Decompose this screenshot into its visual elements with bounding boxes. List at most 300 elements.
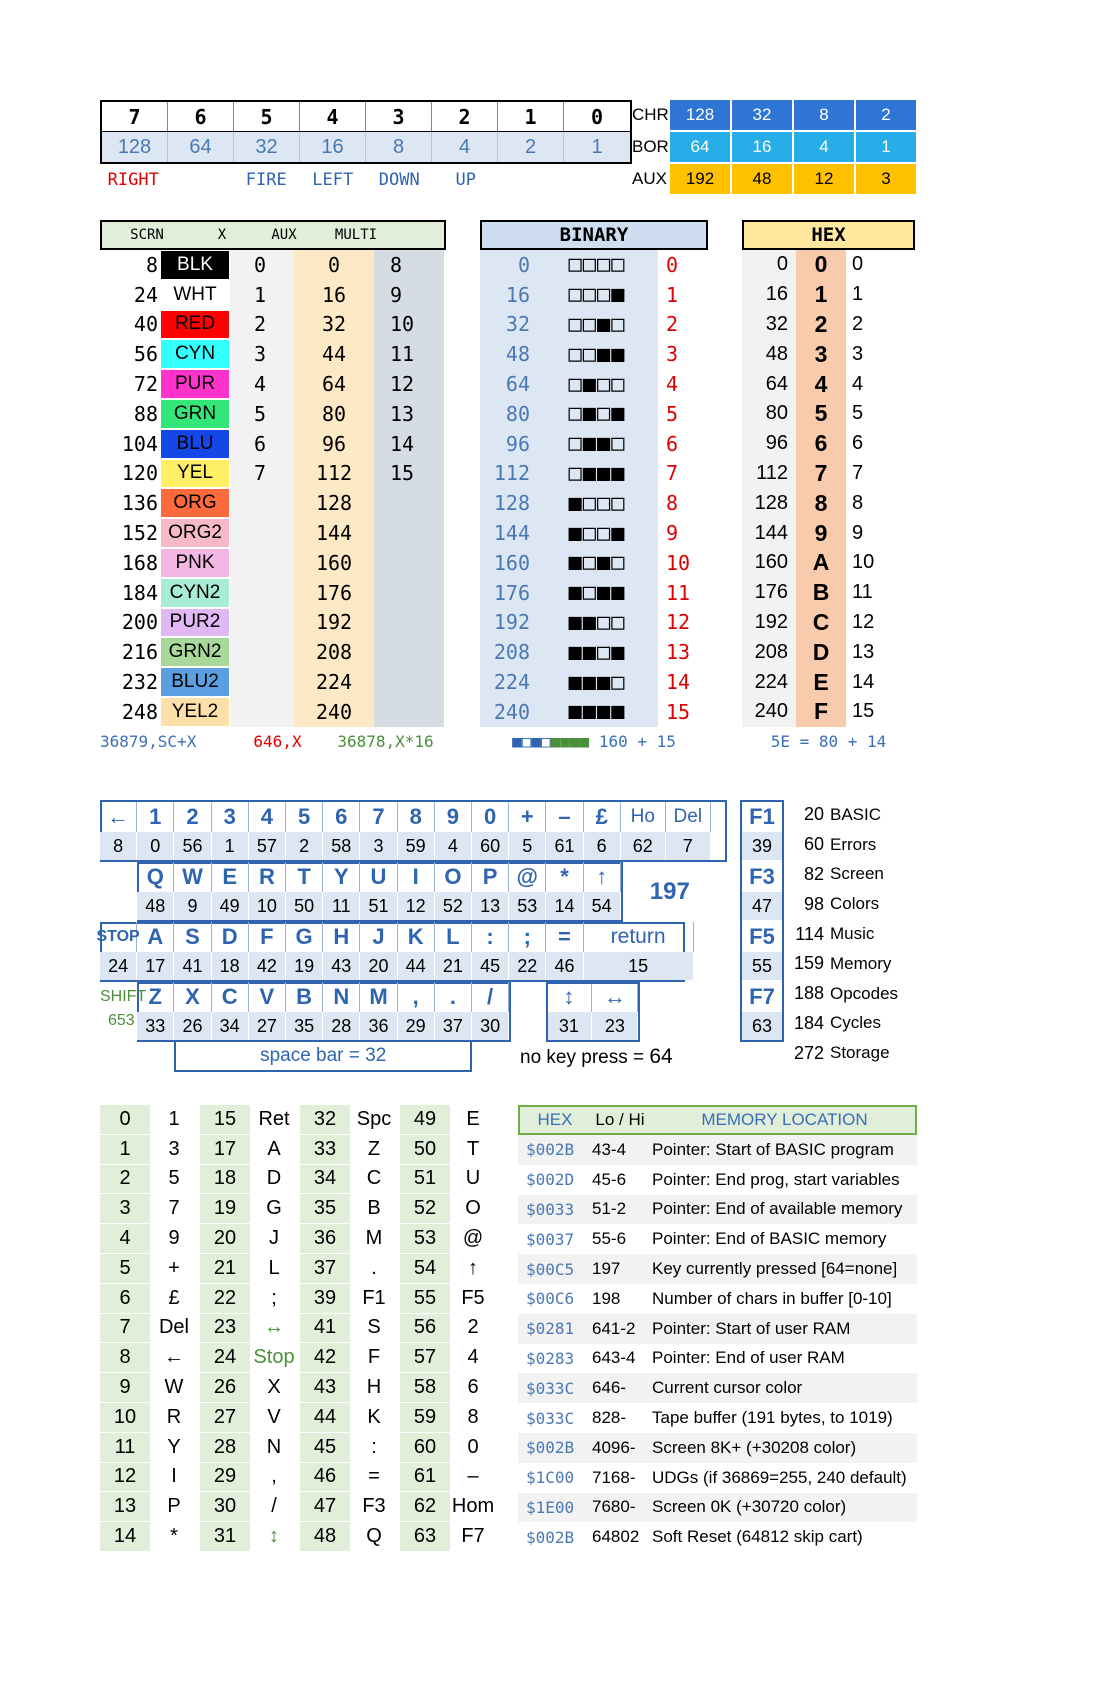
binary-bits: □■□□ — [536, 369, 658, 399]
aux-value: 144 — [294, 518, 374, 548]
binary-nibble: 0 — [666, 252, 679, 277]
binary-bits: □□■□ — [536, 310, 658, 340]
key-label: ↔ — [592, 982, 638, 1012]
aux-value: 208 — [294, 637, 374, 667]
code-cell: Spc — [350, 1105, 400, 1135]
code-cell: 2 — [450, 1314, 498, 1344]
binary-row — [480, 488, 708, 518]
key-code: 54 — [584, 892, 621, 920]
header-multi: MULTI — [334, 227, 378, 243]
bit-value: 4 — [432, 132, 498, 162]
code-cell: 36 — [300, 1224, 350, 1254]
code-cell: F7 — [450, 1522, 498, 1552]
code-row — [100, 1343, 498, 1373]
code-cell: Ret — [250, 1105, 300, 1135]
key-label: J — [360, 922, 397, 952]
code-cell: A — [250, 1135, 300, 1165]
code-cell: 4 — [100, 1224, 150, 1254]
hex-digit: E — [796, 667, 846, 697]
multi-value: 10 — [374, 310, 444, 340]
code-cell: 7 — [150, 1194, 200, 1224]
memory-lohi: 43-4 — [592, 1139, 627, 1159]
fkey-label: F5 — [749, 924, 775, 949]
color-row — [100, 339, 446, 369]
memory-lohi: 7168- — [592, 1467, 636, 1487]
code-cell: 1 — [150, 1105, 200, 1135]
memory-desc: Current cursor color — [652, 1378, 803, 1398]
key-label: £ — [584, 802, 621, 832]
binary-row — [480, 697, 708, 727]
code-cell: 50 — [400, 1135, 450, 1165]
color-name: ORG — [160, 488, 230, 518]
memory-row — [518, 1254, 917, 1284]
code-row — [100, 1492, 498, 1522]
scrn-value: 24 — [133, 282, 158, 307]
memory-row — [518, 1463, 917, 1493]
fkey-code: 47 — [742, 892, 782, 920]
hex-decimal: 176 — [742, 578, 796, 608]
key-code: 23 — [592, 1012, 638, 1040]
key-code: 37 — [435, 1012, 472, 1040]
x-value: 0 — [230, 250, 294, 280]
hex-table — [742, 220, 915, 757]
code-cell: 15 — [200, 1105, 250, 1135]
key-code: 41 — [174, 952, 211, 980]
header-lohi: Lo / Hi — [595, 1110, 645, 1129]
key-label: T — [286, 862, 323, 892]
code-cell: 0 — [100, 1105, 150, 1135]
code-cell: J — [250, 1224, 300, 1254]
key-label: ; — [509, 922, 546, 952]
code-cell: S — [350, 1314, 400, 1344]
key-code: 9 — [174, 892, 211, 920]
memory-desc: UDGs (if 36869=255, 240 default) — [652, 1467, 907, 1487]
key-code: 28 — [323, 1012, 360, 1040]
scrn-value: 120 — [121, 461, 158, 486]
code-cell: 58 — [400, 1373, 450, 1403]
hex-digit: 1 — [796, 280, 846, 310]
index-number: 159 — [793, 953, 824, 974]
key-code: 0 — [137, 832, 174, 860]
scrn-value: 232 — [121, 670, 158, 695]
memory-desc: Pointer: Start of BASIC program — [652, 1139, 894, 1159]
code-cell: F1 — [350, 1284, 400, 1314]
code-row — [100, 1314, 498, 1344]
key-code: 61 — [546, 832, 583, 860]
hex-value: 6 — [852, 432, 864, 455]
hex-value: 15 — [852, 700, 875, 723]
key-code: 29 — [398, 1012, 435, 1040]
index-label: Music — [830, 924, 875, 944]
register-row-aux — [630, 164, 918, 194]
direction-label: UP — [455, 170, 476, 190]
binary-nibble: 9 — [666, 521, 679, 546]
key-label: 8 — [398, 802, 435, 832]
code-cell: G — [250, 1194, 300, 1224]
code-cell: = — [350, 1463, 400, 1493]
key-code: 57 — [249, 832, 286, 860]
code-cell: 63 — [400, 1522, 450, 1552]
hex-row — [742, 518, 915, 548]
code-cell: 52 — [400, 1194, 450, 1224]
index-number: 60 — [803, 834, 824, 855]
hex-decimal: 16 — [742, 280, 796, 310]
code-cell: F5 — [450, 1284, 498, 1314]
hex-digit: 6 — [796, 429, 846, 459]
code-cell: 12 — [100, 1463, 150, 1493]
code-cell: ; — [250, 1284, 300, 1314]
hex-digit: 4 — [796, 369, 846, 399]
hex-decimal: 224 — [742, 667, 796, 697]
key-code: 24 — [100, 952, 137, 980]
memory-row — [518, 1195, 917, 1225]
index-row — [790, 1038, 930, 1068]
x-value — [230, 548, 294, 578]
code-cell: : — [350, 1433, 400, 1463]
code-cell: 14 — [100, 1522, 150, 1552]
aux-value: 224 — [294, 667, 374, 697]
multi-value — [374, 548, 444, 578]
color-name: GRN2 — [160, 637, 230, 667]
code-cell: 42 — [300, 1343, 350, 1373]
key-label: 6 — [323, 802, 360, 832]
code-cell: 10 — [100, 1403, 150, 1433]
binary-row — [480, 578, 708, 608]
code-cell: 7 — [100, 1314, 150, 1344]
code-row — [100, 1194, 498, 1224]
aux-value: 128 — [294, 488, 374, 518]
fkey-label: F3 — [749, 864, 775, 889]
code-cell: 47 — [300, 1492, 350, 1522]
color-name: YEL — [160, 459, 230, 489]
color-row — [100, 459, 446, 489]
code-cell: 19 — [200, 1194, 250, 1224]
x-value — [230, 608, 294, 638]
key-label: 9 — [435, 802, 472, 832]
color-name: PNK — [160, 548, 230, 578]
multi-value: 13 — [374, 399, 444, 429]
memory-row — [518, 1522, 917, 1552]
color-name: PUR — [160, 369, 230, 399]
code-cell: 30 — [200, 1492, 250, 1522]
code-cell: 9 — [150, 1224, 200, 1254]
code-cell: ← — [150, 1343, 200, 1373]
code-cell: 3 — [150, 1135, 200, 1165]
hex-row — [742, 578, 915, 608]
colors-body — [100, 250, 446, 727]
binary-row — [480, 518, 708, 548]
x-value — [230, 578, 294, 608]
code-cell: 6 — [100, 1284, 150, 1314]
key-label: Q — [137, 862, 174, 892]
memory-row — [518, 1314, 917, 1344]
key-code: 13 — [472, 892, 509, 920]
fkey-code: 63 — [742, 1012, 782, 1040]
binary-title: BINARY — [480, 220, 708, 250]
register-value: 4 — [794, 132, 854, 162]
binary-bits: ■□■■ — [536, 578, 658, 608]
binary-row — [480, 667, 708, 697]
code-cell: K — [350, 1403, 400, 1433]
joystick-bits-row — [100, 100, 632, 132]
key-label: Z — [137, 982, 174, 1012]
key-label: K — [398, 922, 435, 952]
binary-footer — [480, 727, 708, 757]
code-cell: O — [450, 1194, 498, 1224]
key-code: 48 — [137, 892, 174, 920]
binary-bits: ■□□□ — [536, 488, 658, 518]
hex-footer: 5E = 80 + 14 — [770, 732, 887, 752]
hex-value: 10 — [852, 551, 875, 574]
bit-value: 16 — [300, 132, 366, 162]
binary-row — [480, 280, 708, 310]
color-row — [100, 429, 446, 459]
code-cell: 0 — [450, 1433, 498, 1463]
binary-body — [480, 250, 708, 727]
key-code: 51 — [360, 892, 397, 920]
hex-row — [742, 310, 915, 340]
key-code: 3 — [360, 832, 397, 860]
code-cell: 35 — [300, 1194, 350, 1224]
hex-row — [742, 339, 915, 369]
memory-hex: $033C — [526, 1378, 575, 1398]
memory-row — [518, 1284, 917, 1314]
memory-lohi: 45-6 — [592, 1169, 627, 1189]
color-row — [100, 637, 446, 667]
key-label: return — [584, 922, 694, 952]
hex-digit: 2 — [796, 310, 846, 340]
code-cell: 22 — [200, 1284, 250, 1314]
bit-number: 0 — [590, 104, 604, 129]
code-cell: T — [450, 1135, 498, 1165]
memory-row — [518, 1403, 917, 1433]
index-label: Opcodes — [830, 983, 899, 1003]
scrn-value: 168 — [121, 550, 158, 575]
color-name: BLK — [160, 250, 230, 280]
hex-value: 4 — [852, 372, 864, 395]
code-cell: F — [350, 1343, 400, 1373]
memory-row — [518, 1224, 917, 1254]
scrn-value: 216 — [121, 640, 158, 665]
scrn-value: 72 — [133, 372, 158, 397]
x-value — [230, 637, 294, 667]
x-value: 2 — [230, 310, 294, 340]
key-code: 30 — [472, 1012, 509, 1040]
binary-row — [480, 250, 708, 280]
code-row — [100, 1463, 498, 1493]
binary-row — [480, 637, 708, 667]
code-cell: C — [350, 1165, 400, 1195]
code-cell: 1 — [100, 1135, 150, 1165]
code-row — [100, 1254, 498, 1284]
fkey-code: 39 — [742, 832, 782, 860]
binary-nibble: 12 — [666, 610, 691, 635]
binary-decimal: 80 — [480, 399, 536, 429]
binary-nibble: 5 — [666, 401, 679, 426]
key-code: 1 — [212, 832, 249, 860]
code-cell: 33 — [300, 1135, 350, 1165]
color-row — [100, 578, 446, 608]
code-row — [100, 1135, 498, 1165]
key-code: 31 — [546, 1012, 592, 1040]
code-cell: 51 — [400, 1165, 450, 1195]
key-code: 58 — [323, 832, 360, 860]
multi-value — [374, 637, 444, 667]
index-number: 82 — [803, 863, 824, 884]
code-cell: / — [250, 1492, 300, 1522]
multi-value: 15 — [374, 459, 444, 489]
scrn-value: 40 — [133, 312, 158, 337]
code-cell: 44 — [300, 1403, 350, 1433]
scrn-value: 104 — [121, 431, 158, 456]
binary-nibble: 6 — [666, 431, 679, 456]
key-label: H — [323, 922, 360, 952]
key-code: 56 — [174, 832, 211, 860]
color-name: WHT — [160, 280, 230, 310]
multi-value: 14 — [374, 429, 444, 459]
register-value: 64 — [670, 132, 730, 162]
key-code: 22 — [509, 952, 546, 980]
key-label: = — [546, 922, 583, 952]
hex-value: 5 — [852, 402, 864, 425]
bit-value: 32 — [234, 132, 300, 162]
scrn-value: 248 — [121, 699, 158, 724]
code-cell: 43 — [300, 1373, 350, 1403]
code-cell: 4 — [450, 1343, 498, 1373]
hex-digit: A — [796, 548, 846, 578]
key-label: 5 — [286, 802, 323, 832]
register-value: 32 — [732, 100, 792, 130]
scrn-value: 56 — [133, 342, 158, 367]
color-row — [100, 399, 446, 429]
shift-label: SHIFT — [100, 988, 147, 1005]
key-label: STOP — [100, 922, 137, 952]
index-row — [790, 949, 930, 979]
header-x: X — [217, 227, 227, 243]
hex-decimal: 144 — [742, 518, 796, 548]
hex-row — [742, 369, 915, 399]
key-code: 11 — [323, 892, 360, 920]
index-label: Storage — [830, 1043, 890, 1063]
code-row — [100, 1433, 498, 1463]
key-label: N — [323, 982, 360, 1012]
color-row — [100, 310, 446, 340]
code-cell: V — [250, 1403, 300, 1433]
binary-nibble: 7 — [666, 461, 679, 486]
key-code: 5 — [509, 832, 546, 860]
code-cell: 29 — [200, 1463, 250, 1493]
register-row-chr — [630, 100, 918, 130]
index-number: 188 — [793, 983, 824, 1004]
x-value — [230, 518, 294, 548]
code-row — [100, 1373, 498, 1403]
index-number: 114 — [795, 923, 824, 944]
multi-value: 11 — [374, 339, 444, 369]
hex-decimal: 128 — [742, 488, 796, 518]
index-label: Colors — [830, 894, 880, 914]
binary-row — [480, 310, 708, 340]
scrn-value: 152 — [121, 521, 158, 546]
memory-table — [518, 1105, 917, 1552]
key-label: A — [137, 922, 174, 952]
key-code: 36 — [360, 1012, 397, 1040]
hex-row — [742, 667, 915, 697]
x-value — [230, 488, 294, 518]
key-label: 1 — [137, 802, 174, 832]
bit-number: 3 — [366, 102, 432, 131]
code-cell: Hom — [450, 1492, 498, 1522]
binary-bits: □■□■ — [536, 399, 658, 429]
code-cell: 39 — [300, 1284, 350, 1314]
key-code: 26 — [174, 1012, 211, 1040]
footer-sum: 160 + 15 — [598, 732, 676, 752]
index-row — [790, 830, 930, 860]
register-table — [630, 100, 918, 196]
direction-label: RIGHT — [107, 170, 159, 190]
hex-row — [742, 488, 915, 518]
key-row-border — [546, 982, 640, 1042]
scrn-value: 8 — [145, 252, 158, 277]
code-cell: M — [350, 1224, 400, 1254]
memory-desc: Tape buffer (191 bytes, to 1019) — [652, 1408, 893, 1428]
key-label: / — [472, 982, 509, 1012]
code-cell: 55 — [400, 1284, 450, 1314]
bit-value: 64 — [168, 132, 234, 162]
hex-decimal: 208 — [742, 637, 796, 667]
register-value: 12 — [794, 164, 854, 194]
code-cell: N — [250, 1433, 300, 1463]
memory-hex: $0281 — [526, 1319, 575, 1339]
key-codes-table — [100, 1105, 498, 1552]
register-value: 1 — [856, 132, 916, 162]
color-name: RED — [160, 310, 230, 340]
hex-decimal: 64 — [742, 369, 796, 399]
hex-digit: B — [796, 578, 846, 608]
memory-hex: $002B — [526, 1140, 575, 1160]
memory-desc: Pointer: End of BASIC memory — [652, 1229, 887, 1249]
memory-row — [518, 1493, 917, 1523]
memory-hex: $0033 — [526, 1199, 575, 1219]
hex-decimal: 48 — [742, 339, 796, 369]
color-row — [100, 280, 446, 310]
code-cell: 59 — [400, 1403, 450, 1433]
binary-decimal: 128 — [480, 488, 536, 518]
color-row — [100, 488, 446, 518]
code-cell: P — [150, 1492, 200, 1522]
memory-header — [518, 1105, 917, 1135]
hex-decimal: 240 — [742, 697, 796, 727]
binary-decimal: 208 — [480, 637, 536, 667]
register-value: 128 — [670, 100, 730, 130]
color-name: PUR2 — [160, 608, 230, 638]
x-value — [230, 667, 294, 697]
footer-scrn: 36879,SC+X — [100, 732, 197, 752]
hex-value: 1 — [852, 283, 864, 306]
hex-digit: C — [796, 608, 846, 638]
binary-bits: □□□■ — [536, 280, 658, 310]
code-cell: , — [250, 1463, 300, 1493]
x-value: 1 — [230, 280, 294, 310]
hex-row — [742, 399, 915, 429]
code-cell: B — [350, 1194, 400, 1224]
bit-value: 1 — [591, 135, 603, 158]
binary-bits: ■□■□ — [536, 548, 658, 578]
no-key-label — [520, 1045, 673, 1069]
joystick-table — [100, 100, 632, 196]
hex-digit: D — [796, 637, 846, 667]
memory-hex: $0283 — [526, 1348, 575, 1368]
code-cell: 5 — [150, 1165, 200, 1195]
